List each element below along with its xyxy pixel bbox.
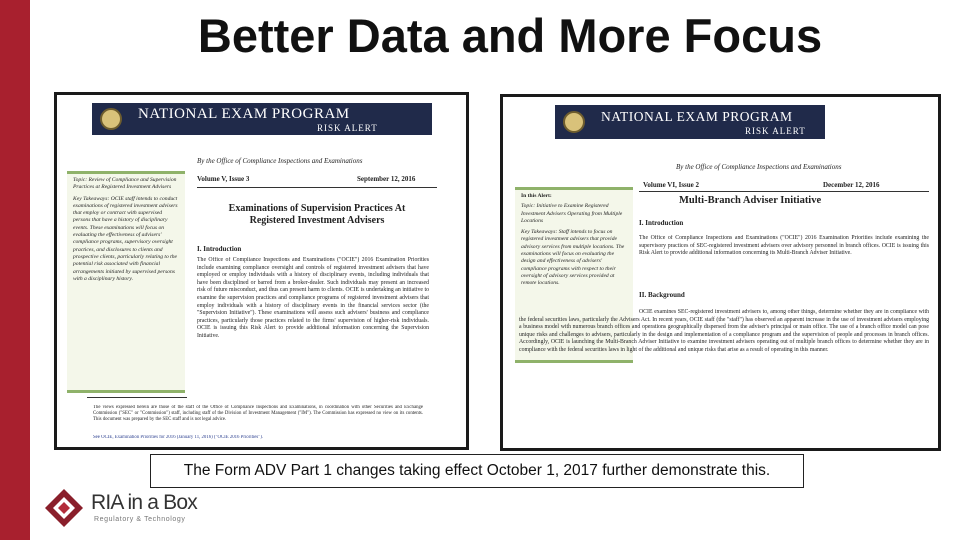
slide-title: Better Data and More Focus xyxy=(197,9,823,62)
document-heading: Multi-Branch Adviser Initiative xyxy=(679,195,822,206)
section-heading-background: II. Background xyxy=(639,291,685,299)
document-heading: Examinations of Supervision Practices At Registered Investment Advisers xyxy=(228,203,406,226)
sec-seal-icon xyxy=(100,108,122,130)
banner-subtitle: RISK ALERT xyxy=(745,126,806,136)
company-logo xyxy=(44,488,224,532)
byline: By the Office of Compliance Inspections and Examinations xyxy=(676,163,842,171)
sidebar-takeaways: Key Takeaways: OCIE staff intends to conduct examinations of registered investment advisers that employ or contract with supervised persons that have a history of disciplinary events. These examinations will focus on evaluating the effectiveness of advisers' compliance programs, supervisory oversight practices, and disclosures to clients and prospective clients, particularly relating to the potential risk associated with financial arrangements initiated by supervised persons with a disciplinary history. xyxy=(73,195,178,282)
banner-title: NATIONAL EXAM PROGRAM xyxy=(601,109,793,124)
footnote-rule xyxy=(87,397,187,398)
accent-bar xyxy=(0,0,30,540)
diamond-logo-icon xyxy=(44,488,84,528)
section-heading-introduction: I. Introduction xyxy=(639,219,684,227)
header-rule xyxy=(639,191,929,192)
background-paragraph: OCIE examines SEC-registered investment advisers to, among other things, determine whether they are in compliance with the federal securities laws, particularly the Advisers Act. In recent years, OCIE staff (the "staff") has observed an apparent increase in the use of investment advisers employing a business model with numerous branch offices and operations geographically dispersed from the adviser's principal or main office. The use of a branch office model can pose unique risks and challenges to advisers, particularly in the design and implementation of a compliance program and the supervision of people and processes in branch offices. Accordingly, OCIE is launching the Multi-Branch Adviser Initiative to examine investment advisers operating out of multiple branch offices to determine whether they are in compliance with the federal securities laws in light of the additional and unique risks that arise as a result of operating in this manner. xyxy=(519,309,929,353)
banner-title: NATIONAL EXAM PROGRAM xyxy=(138,106,350,122)
document-banner xyxy=(555,105,825,139)
introduction-paragraph: The Office of Compliance Inspections and Examinations ("OCIE") 2016 Examination Priorities include examining the supervisory practices of SEC-registered investment advisers over advisory personnel in branch offices. OCIE is issuing this Risk Alert to provide additional information concerning its Multi-Branch Adviser Initiative. xyxy=(639,235,929,257)
logo-name: RIA in a Box xyxy=(91,491,197,514)
footnote-1: The views expressed herein are those of the staff of the Office of Compliance Inspections and Examinations, in coordination with other Securities and Exchange Commission ("SEC" or "Commission") staff, including staff of the Division of Investment Management ("IM"). The Commission has expressed no view on its contents. This document was prepared by the SEC staff and is not legal advice. xyxy=(93,405,423,422)
section-heading: I. Introduction xyxy=(197,245,242,253)
slide-caption: The Form ADV Part 1 changes taking effect October 1, 2017 further demonstrate this. xyxy=(150,454,804,488)
issue-label: Volume V, Issue 3 xyxy=(197,175,250,183)
header-rule xyxy=(197,187,437,188)
sidebar-box xyxy=(67,171,185,393)
footnote-2: See OCIE, Examination Priorities for 2016 (January 11, 2016) ("OCIE 2016 Priorities"). xyxy=(93,435,264,440)
body-paragraph: The Office of Compliance Inspections and Examinations ("OCIE") 2016 Examination Priorities include examining compliance oversight and controls of registered investment advisers that have employed or employ individuals with a history of disciplinary events, including individuals that have been disciplined or barred from a broker-dealer. Such individuals may present an increased risk of future misconduct, and thus can present harm to clients. OCIE is undertaking an initiative to examine the supervision practices and compliance programs of registered investment advisers that employ individuals with a history of disciplinary events in the financial services sector (the "Supervision Initiative"). These examinations will assess such advisers' business and compliance practices, particularly those practices related to the firms' supervision of higher-risk individuals. OCIE is issuing this Risk Alert to provide additional information concerning the Supervision Initiative. xyxy=(197,257,429,339)
issue-date: December 12, 2016 xyxy=(823,181,880,189)
sidebar-topic: Topic: Review of Compliance and Supervision Practices at Registered Investment Advisers xyxy=(73,177,177,191)
logo-tagline: Regulatory & Technology xyxy=(94,516,186,523)
sidebar-takeaways: Key Takeaways: Staff intends to focus on registered investment advisers that provide advisory services from multiple locations. The examinations will focus on evaluating the design and effectiveness of advisers' compliance programs with respect to their oversight of advisory services provided at remote locations. xyxy=(521,229,625,287)
document-banner xyxy=(92,103,432,135)
sidebar-topic: Topic: Initiative to Examine Registered Investment Advisers Operating from Multiple Locations xyxy=(521,203,623,224)
issue-date: September 12, 2016 xyxy=(357,175,416,183)
issue-label: Volume VI, Issue 2 xyxy=(643,181,700,189)
banner-subtitle: RISK ALERT xyxy=(317,123,378,133)
risk-alert-document-1 xyxy=(54,92,469,450)
sidebar-label: In this Alert: xyxy=(521,193,552,199)
byline: By the Office of Compliance Inspections and Examinations xyxy=(197,157,363,165)
sec-seal-icon xyxy=(563,111,585,133)
risk-alert-document-2 xyxy=(500,94,941,451)
